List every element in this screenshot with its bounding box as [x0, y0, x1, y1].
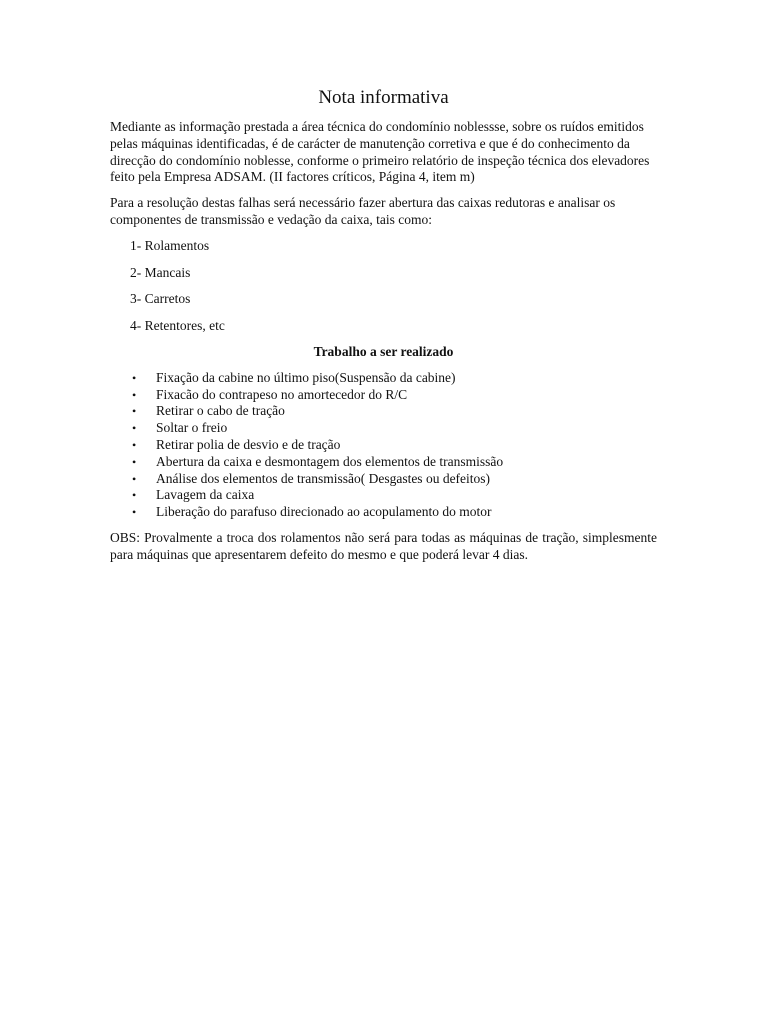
list-item	[132, 386, 657, 404]
task-text: Análise dos elementos de transmissão( Desgastes ou defeitos)	[156, 470, 491, 486]
task-text: Liberação do parafuso direcionado ao acopulamento do motor	[156, 504, 492, 520]
intro-paragraph: Mediante as informação prestada a área técnica do condomínio noblessse, sobre os ruídos emitidos pelas máquinas identificadas, é de carácter de manutenção corretiva e que é do conhecimento da direcção do condomínio noblesse, conforme o primeiro relatório de inspeção técnica dos elevadores feito pela Empresa ADSAM. (II factores críticos, Página 4, item m)	[110, 119, 650, 185]
bullet-icon: •	[132, 387, 137, 402]
task-text: Retirar o cabo de tração	[156, 403, 285, 419]
bullet-icon: •	[132, 370, 137, 385]
task-text: Abertura da caixa e desmontagem dos elementos de transmissão	[156, 453, 504, 469]
bullet-icon: •	[132, 505, 137, 520]
bullet-icon: •	[132, 421, 137, 436]
list-item	[132, 403, 657, 420]
list-item	[132, 487, 657, 504]
list-item: 3- Carretos	[130, 291, 191, 307]
tasks-list	[110, 370, 657, 521]
list-item: 4- Retentores, etc	[130, 318, 225, 334]
task-text: Fixacão do contrapeso no amortecedor do R/C	[156, 386, 408, 402]
components-list	[110, 238, 657, 335]
task-text: Lavagem da caixa	[156, 487, 255, 503]
list-item	[132, 470, 657, 488]
obs-paragraph: OBS: Provalmente a troca dos rolamentos não será para todas as máquinas de tração, simplesmente para máquinas que apresentarem defeito do mesmo e que poderá levar 4 dias.	[110, 529, 657, 562]
list-item	[132, 436, 657, 454]
bullet-icon: •	[132, 454, 137, 469]
bullet-icon: •	[132, 471, 137, 486]
document-title: Nota informativa	[318, 87, 449, 108]
task-text: Retirar polia de desvio e de tração	[156, 436, 341, 452]
bullet-icon: •	[132, 488, 137, 503]
work-heading: Trabalho a ser realizado	[313, 343, 454, 359]
resolution-paragraph: Para a resolução destas falhas será necessário fazer abertura das caixas redutoras e analisar os componentes de transmissão e vedação da caixa, tais como:	[110, 195, 616, 227]
task-text: Soltar o freio	[156, 420, 228, 436]
list-item: 1- Rolamentos	[130, 237, 210, 253]
list-item	[132, 420, 657, 437]
list-item	[132, 369, 657, 387]
task-text: Fixação da cabine no último piso(Suspensão da cabine)	[156, 369, 456, 385]
bullet-icon: •	[132, 404, 137, 419]
list-item	[132, 504, 657, 521]
list-item	[132, 453, 657, 471]
list-item: 2- Mancais	[130, 264, 191, 280]
bullet-icon: •	[132, 437, 137, 452]
